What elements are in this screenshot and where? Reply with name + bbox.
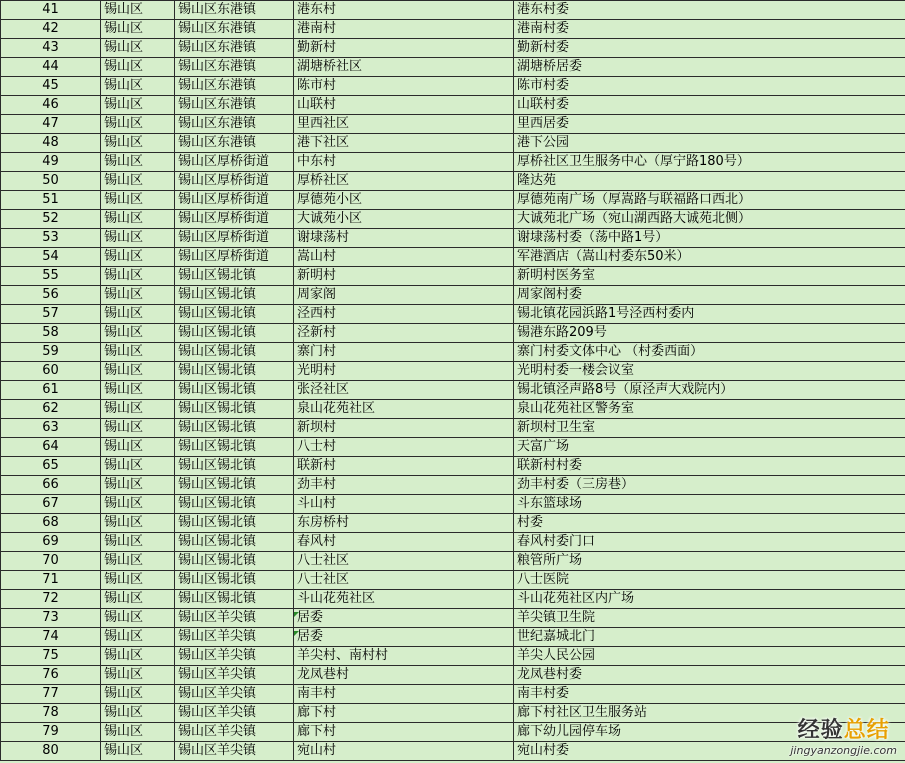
- town-cell[interactable]: 锡山区锡北镇: [175, 457, 294, 476]
- location-cell[interactable]: 锡北镇花园浜路1号泾西村委内: [514, 305, 905, 324]
- row-number-cell[interactable]: 50: [1, 172, 101, 191]
- row-number-cell[interactable]: 57: [1, 305, 101, 324]
- row-number-cell[interactable]: 68: [1, 514, 101, 533]
- location-cell[interactable]: 龙凤巷村委: [514, 666, 905, 685]
- location-cell[interactable]: 隆达苑: [514, 172, 905, 191]
- location-cell[interactable]: 厚桥社区卫生服务中心（厚宁路180号）: [514, 153, 905, 172]
- village-cell[interactable]: 南丰村: [294, 685, 514, 704]
- district-cell[interactable]: 锡山区: [101, 628, 175, 647]
- district-cell[interactable]: 锡山区: [101, 552, 175, 571]
- village-cell[interactable]: 八士社区: [294, 571, 514, 590]
- town-cell[interactable]: 锡山区厚桥街道: [175, 172, 294, 191]
- district-cell[interactable]: 锡山区: [101, 286, 175, 305]
- location-cell[interactable]: 港南村委: [514, 20, 905, 39]
- row-number-cell[interactable]: 73: [1, 609, 101, 628]
- village-cell[interactable]: 嵩山村: [294, 248, 514, 267]
- table-row: [1, 742, 905, 761]
- location-cell[interactable]: 劲丰村委（三房巷）: [514, 476, 905, 495]
- village-cell[interactable]: 谢埭荡村: [294, 229, 514, 248]
- district-cell[interactable]: 锡山区: [101, 267, 175, 286]
- table-row: [1, 419, 905, 438]
- row-number-cell[interactable]: 53: [1, 229, 101, 248]
- watermark-text-accent: 总结: [843, 718, 890, 743]
- town-cell[interactable]: 锡山区东港镇: [175, 77, 294, 96]
- row-number-cell[interactable]: 80: [1, 742, 101, 761]
- table-row: [1, 666, 905, 685]
- village-cell[interactable]: 周家阁: [294, 286, 514, 305]
- town-cell[interactable]: 锡山区锡北镇: [175, 305, 294, 324]
- town-cell[interactable]: 锡山区东港镇: [175, 39, 294, 58]
- village-cell[interactable]: 中东村: [294, 153, 514, 172]
- district-cell[interactable]: 锡山区: [101, 381, 175, 400]
- district-cell[interactable]: 锡山区: [101, 666, 175, 685]
- district-cell[interactable]: 锡山区: [101, 723, 175, 742]
- district-cell[interactable]: 锡山区: [101, 704, 175, 723]
- row-number-cell[interactable]: 52: [1, 210, 101, 229]
- district-cell[interactable]: 锡山区: [101, 362, 175, 381]
- watermark-text: 经验: [797, 718, 844, 743]
- village-cell[interactable]: 龙凤巷村: [294, 666, 514, 685]
- table-row: [1, 58, 905, 77]
- district-cell[interactable]: 锡山区: [101, 191, 175, 210]
- district-cell[interactable]: 锡山区: [101, 248, 175, 267]
- village-cell[interactable]: 羊尖村、南村村: [294, 647, 514, 666]
- village-cell[interactable]: 斗山花苑社区: [294, 590, 514, 609]
- town-cell[interactable]: 锡山区厚桥街道: [175, 248, 294, 267]
- town-cell[interactable]: 锡山区锡北镇: [175, 286, 294, 305]
- row-number-cell[interactable]: 58: [1, 324, 101, 343]
- location-cell[interactable]: 锡北镇泾声路8号（原泾声大戏院内）: [514, 381, 905, 400]
- district-cell[interactable]: 锡山区: [101, 685, 175, 704]
- town-cell[interactable]: 锡山区锡北镇: [175, 533, 294, 552]
- row-number-cell[interactable]: 41: [1, 1, 101, 20]
- village-cell[interactable]: 八士村: [294, 438, 514, 457]
- table-row: [1, 647, 905, 666]
- row-number-cell[interactable]: 55: [1, 267, 101, 286]
- district-cell[interactable]: 锡山区: [101, 39, 175, 58]
- table-row: [1, 305, 905, 324]
- location-cell[interactable]: 村委: [514, 514, 905, 533]
- district-cell[interactable]: 锡山区: [101, 153, 175, 172]
- village-cell[interactable]: 泾西村: [294, 305, 514, 324]
- table-row: [1, 362, 905, 381]
- district-cell[interactable]: 锡山区: [101, 210, 175, 229]
- town-cell[interactable]: 锡山区羊尖镇: [175, 628, 294, 647]
- district-cell[interactable]: 锡山区: [101, 172, 175, 191]
- town-cell[interactable]: 锡山区厚桥街道: [175, 210, 294, 229]
- village-cell[interactable]: 勤新村: [294, 39, 514, 58]
- district-cell[interactable]: 锡山区: [101, 419, 175, 438]
- district-cell[interactable]: 锡山区: [101, 96, 175, 115]
- town-cell[interactable]: 锡山区厚桥街道: [175, 191, 294, 210]
- location-cell[interactable]: 宛山村委: [514, 742, 905, 761]
- district-cell[interactable]: 锡山区: [101, 609, 175, 628]
- district-cell[interactable]: 锡山区: [101, 229, 175, 248]
- town-cell[interactable]: 锡山区锡北镇: [175, 514, 294, 533]
- row-number-cell[interactable]: 60: [1, 362, 101, 381]
- town-cell[interactable]: 锡山区羊尖镇: [175, 685, 294, 704]
- row-number-cell[interactable]: 75: [1, 647, 101, 666]
- district-cell[interactable]: 锡山区: [101, 514, 175, 533]
- table-row: [1, 39, 905, 58]
- location-cell[interactable]: 光明村委一楼会议室: [514, 362, 905, 381]
- town-cell[interactable]: 锡山区锡北镇: [175, 590, 294, 609]
- town-cell[interactable]: 锡山区锡北镇: [175, 552, 294, 571]
- town-cell[interactable]: 锡山区锡北镇: [175, 438, 294, 457]
- table-row: [1, 248, 905, 267]
- table-row: [1, 571, 905, 590]
- location-cell[interactable]: 里西居委: [514, 115, 905, 134]
- table-row: [1, 191, 905, 210]
- table-row: [1, 172, 905, 191]
- row-number-cell[interactable]: 79: [1, 723, 101, 742]
- district-cell[interactable]: 锡山区: [101, 495, 175, 514]
- row-number-cell[interactable]: 63: [1, 419, 101, 438]
- village-cell[interactable]: 联新村: [294, 457, 514, 476]
- town-cell[interactable]: 锡山区锡北镇: [175, 381, 294, 400]
- town-cell[interactable]: 锡山区锡北镇: [175, 571, 294, 590]
- village-cell[interactable]: 泉山花苑社区: [294, 400, 514, 419]
- town-cell[interactable]: 锡山区锡北镇: [175, 362, 294, 381]
- location-cell[interactable]: 泉山花苑社区警务室: [514, 400, 905, 419]
- town-cell[interactable]: 锡山区厚桥街道: [175, 229, 294, 248]
- town-cell[interactable]: 锡山区东港镇: [175, 134, 294, 153]
- village-cell[interactable]: 新明村: [294, 267, 514, 286]
- town-cell[interactable]: 锡山区厚桥街道: [175, 153, 294, 172]
- row-number-cell[interactable]: 48: [1, 134, 101, 153]
- location-cell[interactable]: 春风村委门口: [514, 533, 905, 552]
- location-cell[interactable]: 勤新村委: [514, 39, 905, 58]
- row-number-cell[interactable]: 59: [1, 343, 101, 362]
- row-number-cell[interactable]: 54: [1, 248, 101, 267]
- district-cell[interactable]: 锡山区: [101, 742, 175, 761]
- location-cell[interactable]: 港东村委: [514, 1, 905, 20]
- town-cell[interactable]: 锡山区东港镇: [175, 1, 294, 20]
- table-body: [1, 1, 905, 761]
- district-cell[interactable]: 锡山区: [101, 457, 175, 476]
- village-cell[interactable]: 东房桥村: [294, 514, 514, 533]
- town-cell[interactable]: 锡山区锡北镇: [175, 267, 294, 286]
- location-cell[interactable]: 联新村村委: [514, 457, 905, 476]
- location-cell[interactable]: 新坝村卫生室: [514, 419, 905, 438]
- village-cell[interactable]: 劲丰村: [294, 476, 514, 495]
- village-cell[interactable]: 港东村: [294, 1, 514, 20]
- location-cell[interactable]: 世纪嘉城北门: [514, 628, 905, 647]
- location-cell[interactable]: 廊下村社区卫生服务站: [514, 704, 905, 723]
- village-cell[interactable]: 陈市村: [294, 77, 514, 96]
- table-row: [1, 495, 905, 514]
- table-row: [1, 514, 905, 533]
- town-cell[interactable]: 锡山区东港镇: [175, 115, 294, 134]
- table-row: [1, 267, 905, 286]
- table-row: [1, 343, 905, 362]
- row-number-cell[interactable]: 64: [1, 438, 101, 457]
- row-number-cell[interactable]: 72: [1, 590, 101, 609]
- table-row: [1, 1, 905, 20]
- watermark-url: jingyanzongjie.com: [790, 744, 897, 757]
- village-cell[interactable]: 山联村: [294, 96, 514, 115]
- location-cell[interactable]: 锡港东路209号: [514, 324, 905, 343]
- table-row: [1, 438, 905, 457]
- location-cell[interactable]: 八士医院: [514, 571, 905, 590]
- village-cell[interactable]: 斗山村: [294, 495, 514, 514]
- village-cell[interactable]: 廊下村: [294, 704, 514, 723]
- district-cell[interactable]: 锡山区: [101, 20, 175, 39]
- village-cell[interactable]: 光明村: [294, 362, 514, 381]
- village-cell[interactable]: 张泾社区: [294, 381, 514, 400]
- row-number-cell[interactable]: 74: [1, 628, 101, 647]
- table-row: [1, 77, 905, 96]
- location-cell[interactable]: 廊下幼儿园停车场: [514, 723, 905, 742]
- location-cell[interactable]: 羊尖镇卫生院: [514, 609, 905, 628]
- village-cell[interactable]: 廊下村: [294, 723, 514, 742]
- location-cell[interactable]: 天富广场: [514, 438, 905, 457]
- town-cell[interactable]: 锡山区羊尖镇: [175, 742, 294, 761]
- village-cell[interactable]: 春风村: [294, 533, 514, 552]
- row-number-cell[interactable]: 49: [1, 153, 101, 172]
- town-cell[interactable]: 锡山区锡北镇: [175, 476, 294, 495]
- village-cell[interactable]: 港下社区: [294, 134, 514, 153]
- location-cell[interactable]: 新明村医务室: [514, 267, 905, 286]
- location-cell[interactable]: 羊尖人民公园: [514, 647, 905, 666]
- row-number-cell[interactable]: 69: [1, 533, 101, 552]
- location-cell[interactable]: 周家阁村委: [514, 286, 905, 305]
- row-number-cell[interactable]: 44: [1, 58, 101, 77]
- district-cell[interactable]: 锡山区: [101, 58, 175, 77]
- location-cell[interactable]: 港下公园: [514, 134, 905, 153]
- location-cell[interactable]: 南丰村委: [514, 685, 905, 704]
- table-row: [1, 704, 905, 723]
- town-cell[interactable]: 锡山区锡北镇: [175, 495, 294, 514]
- row-number-cell[interactable]: 65: [1, 457, 101, 476]
- town-cell[interactable]: 锡山区羊尖镇: [175, 723, 294, 742]
- row-number-cell[interactable]: 67: [1, 495, 101, 514]
- row-number-cell[interactable]: 42: [1, 20, 101, 39]
- village-cell[interactable]: 八士社区: [294, 552, 514, 571]
- town-cell[interactable]: 锡山区羊尖镇: [175, 647, 294, 666]
- location-cell[interactable]: 湖塘桥居委: [514, 58, 905, 77]
- table-row: [1, 229, 905, 248]
- table-row: [1, 723, 905, 742]
- district-cell[interactable]: 锡山区: [101, 438, 175, 457]
- village-cell[interactable]: 里西社区: [294, 115, 514, 134]
- table-row: [1, 96, 905, 115]
- table-row: [1, 590, 905, 609]
- district-cell[interactable]: 锡山区: [101, 647, 175, 666]
- district-cell[interactable]: 锡山区: [101, 400, 175, 419]
- district-cell[interactable]: 锡山区: [101, 476, 175, 495]
- town-cell[interactable]: 锡山区锡北镇: [175, 343, 294, 362]
- village-cell[interactable]: 大诚苑小区: [294, 210, 514, 229]
- table-row: [1, 153, 905, 172]
- row-number-cell[interactable]: 46: [1, 96, 101, 115]
- district-cell[interactable]: 锡山区: [101, 134, 175, 153]
- table-row: [1, 609, 905, 628]
- row-number-cell[interactable]: 78: [1, 704, 101, 723]
- village-cell[interactable]: 寨门村: [294, 343, 514, 362]
- location-cell[interactable]: 寨门村委文体中心 （村委西面）: [514, 343, 905, 362]
- town-cell[interactable]: 锡山区东港镇: [175, 96, 294, 115]
- row-number-cell[interactable]: 45: [1, 77, 101, 96]
- location-cell[interactable]: 斗山花苑社区内广场: [514, 590, 905, 609]
- row-number-cell[interactable]: 47: [1, 115, 101, 134]
- location-cell[interactable]: 军港酒店（嵩山村委东50米）: [514, 248, 905, 267]
- village-cell[interactable]: 宛山村: [294, 742, 514, 761]
- row-number-cell[interactable]: 56: [1, 286, 101, 305]
- town-cell[interactable]: 锡山区羊尖镇: [175, 666, 294, 685]
- table-row: [1, 628, 905, 647]
- table-row: [1, 134, 905, 153]
- district-cell[interactable]: 锡山区: [101, 305, 175, 324]
- village-cell[interactable]: 厚桥社区: [294, 172, 514, 191]
- table-row: [1, 210, 905, 229]
- table-row: [1, 552, 905, 571]
- town-cell[interactable]: 锡山区羊尖镇: [175, 704, 294, 723]
- row-number-cell[interactable]: 70: [1, 552, 101, 571]
- row-number-cell[interactable]: 43: [1, 39, 101, 58]
- village-cell[interactable]: 新坝村: [294, 419, 514, 438]
- table-row: [1, 381, 905, 400]
- town-cell[interactable]: 锡山区羊尖镇: [175, 609, 294, 628]
- location-cell[interactable]: 山联村委: [514, 96, 905, 115]
- town-cell[interactable]: 锡山区锡北镇: [175, 324, 294, 343]
- row-number-cell[interactable]: 77: [1, 685, 101, 704]
- town-cell[interactable]: 锡山区锡北镇: [175, 400, 294, 419]
- table-row: [1, 324, 905, 343]
- district-cell[interactable]: 锡山区: [101, 77, 175, 96]
- town-cell[interactable]: 锡山区东港镇: [175, 58, 294, 77]
- location-cell[interactable]: 斗东篮球场: [514, 495, 905, 514]
- village-cell[interactable]: 居委: [294, 609, 514, 628]
- table-row: [1, 457, 905, 476]
- village-cell[interactable]: 泾新村: [294, 324, 514, 343]
- district-cell[interactable]: 锡山区: [101, 1, 175, 20]
- row-number-cell[interactable]: 62: [1, 400, 101, 419]
- town-cell[interactable]: 锡山区锡北镇: [175, 419, 294, 438]
- table-row: [1, 685, 905, 704]
- table-row: [1, 533, 905, 552]
- location-cell[interactable]: 陈市村委: [514, 77, 905, 96]
- table-row: [1, 476, 905, 495]
- village-cell[interactable]: 港南村: [294, 20, 514, 39]
- table-row: [1, 20, 905, 39]
- district-cell[interactable]: 锡山区: [101, 533, 175, 552]
- district-cell[interactable]: 锡山区: [101, 590, 175, 609]
- village-cell[interactable]: 居委: [294, 628, 514, 647]
- town-cell[interactable]: 锡山区东港镇: [175, 20, 294, 39]
- district-cell[interactable]: 锡山区: [101, 324, 175, 343]
- village-cell[interactable]: 厚德苑小区: [294, 191, 514, 210]
- table-row: [1, 115, 905, 134]
- district-cell[interactable]: 锡山区: [101, 571, 175, 590]
- row-number-cell[interactable]: 61: [1, 381, 101, 400]
- location-cell[interactable]: 谢埭荡村委（荡中路1号）: [514, 229, 905, 248]
- row-number-cell[interactable]: 66: [1, 476, 101, 495]
- row-number-cell[interactable]: 76: [1, 666, 101, 685]
- district-cell[interactable]: 锡山区: [101, 115, 175, 134]
- location-cell[interactable]: 大诚苑北广场（宛山湖西路大诚苑北侧）: [514, 210, 905, 229]
- row-number-cell[interactable]: 71: [1, 571, 101, 590]
- table-row: [1, 286, 905, 305]
- village-cell[interactable]: 湖塘桥社区: [294, 58, 514, 77]
- table-row: [1, 400, 905, 419]
- row-number-cell[interactable]: 51: [1, 191, 101, 210]
- district-cell[interactable]: 锡山区: [101, 343, 175, 362]
- location-cell[interactable]: 粮管所广场: [514, 552, 905, 571]
- location-cell[interactable]: 厚德苑南广场（厚嵩路与联福路口西北）: [514, 191, 905, 210]
